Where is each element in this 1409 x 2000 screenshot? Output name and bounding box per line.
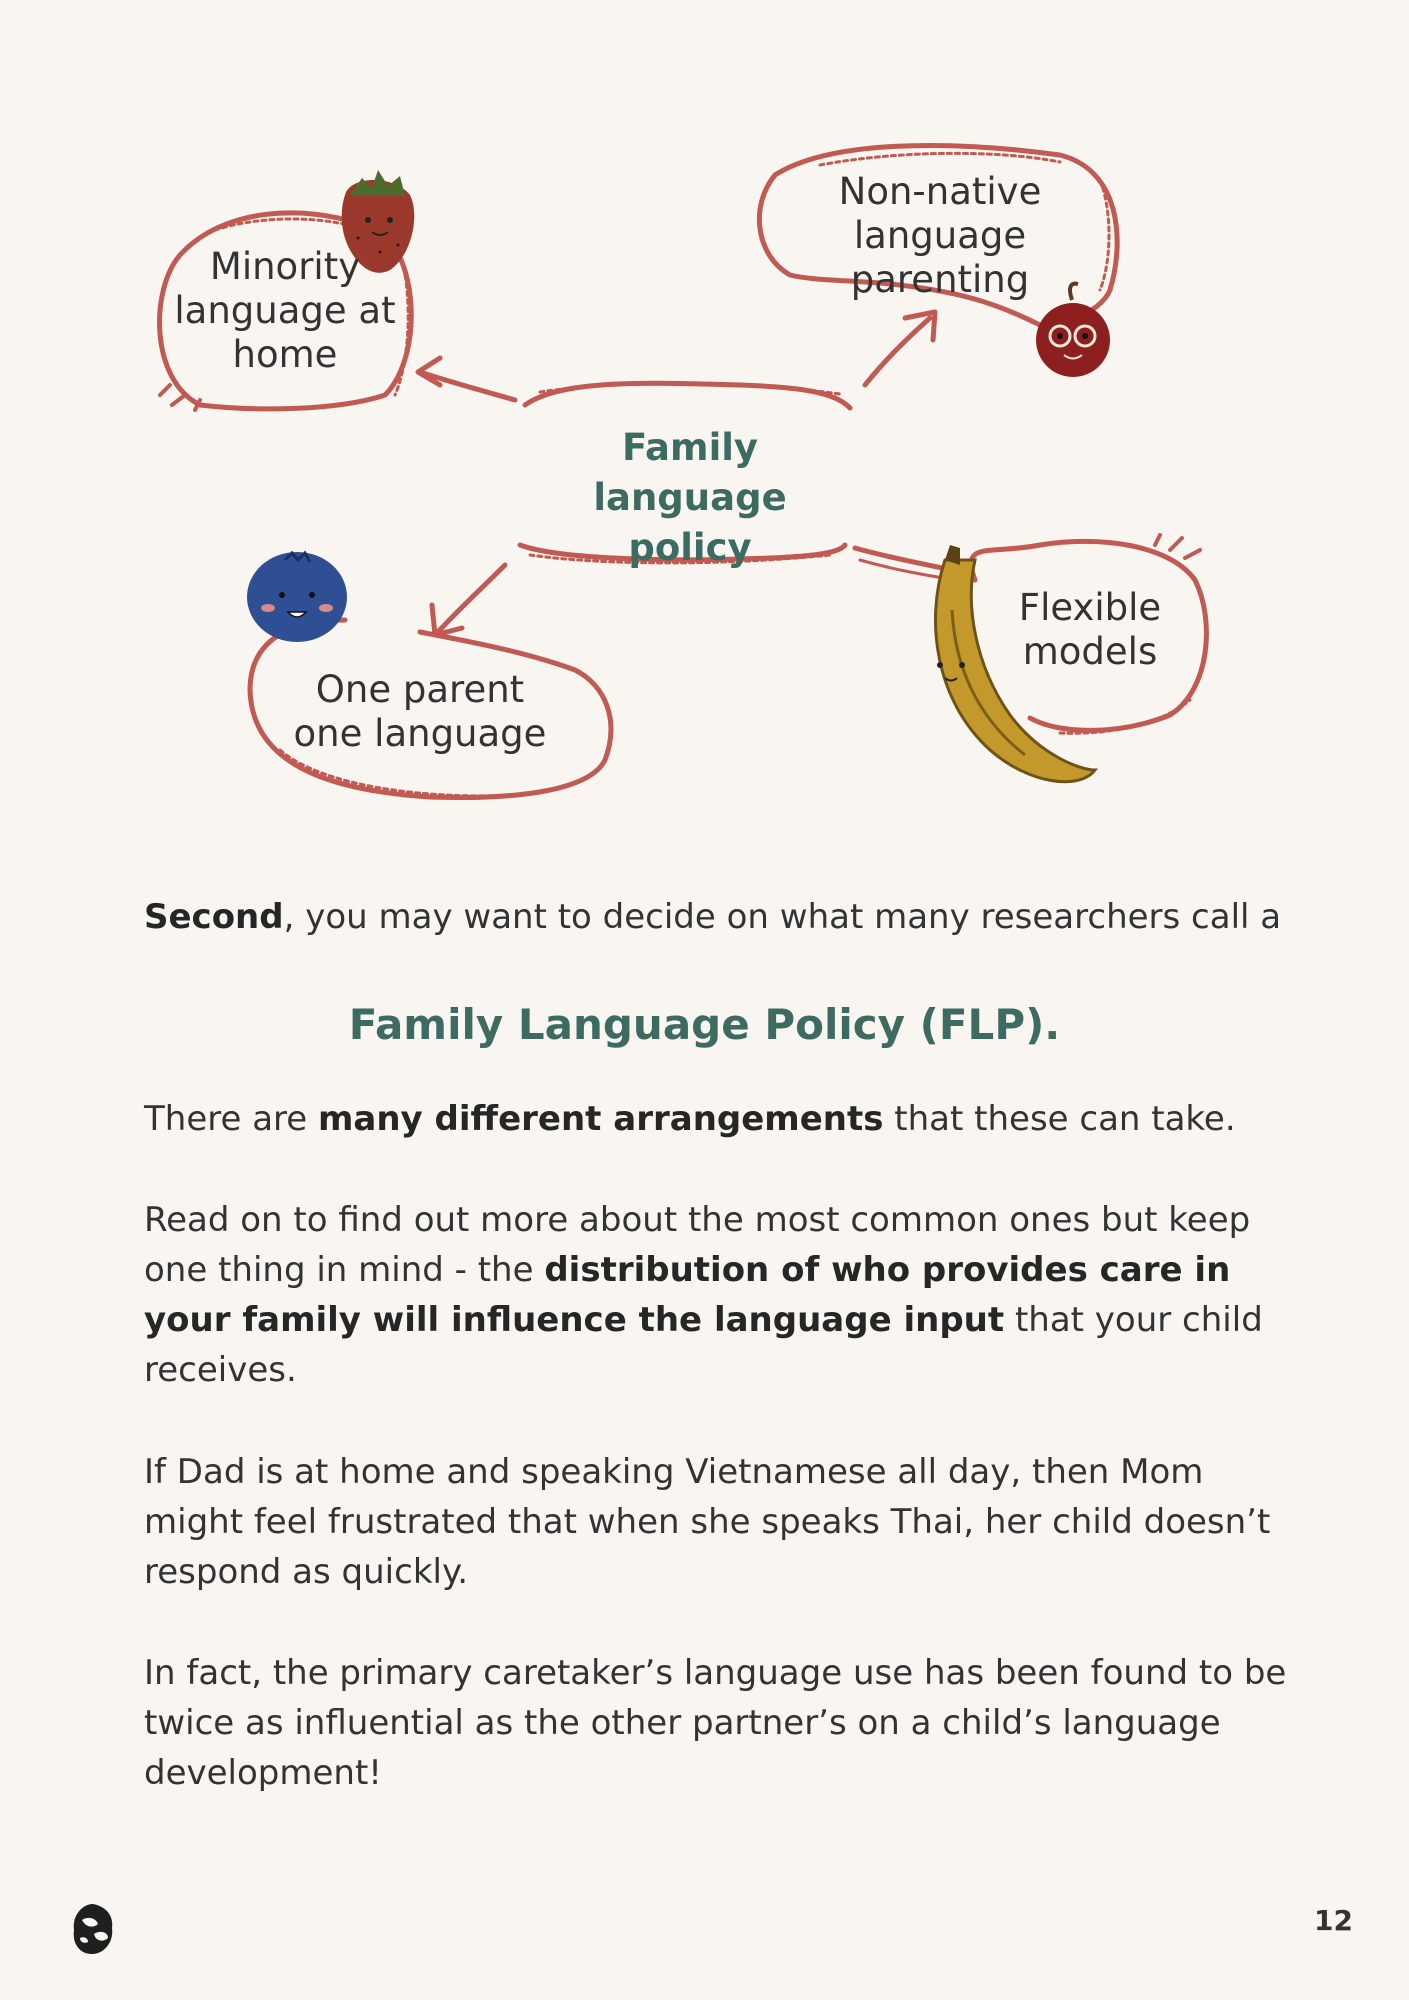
paragraph-example: If Dad is at home and speaking Vietnamese all day, then Mom might feel frustrated that when she speaks Thai, her child doesn’t respond as quickly. bbox=[144, 1452, 1271, 1592]
paragraph-intro: Second, you may want to decide on what many researchers call a bbox=[144, 897, 1282, 937]
bubble-non-native-label: Non-native language parenting bbox=[838, 170, 1042, 301]
page-number: 12 bbox=[1314, 1904, 1353, 1937]
blueberry-icon bbox=[247, 552, 347, 642]
arrow-to-minority bbox=[420, 372, 515, 400]
bubble-minority-label: Minority language at home bbox=[174, 245, 396, 376]
flp-heading: Family Language Policy (FLP). bbox=[348, 1000, 1061, 1049]
bubble-opol-label: One parent one language bbox=[293, 668, 547, 755]
arrow-to-non-native bbox=[865, 318, 930, 385]
paragraph-primary-caretaker: In fact, the primary caretaker’s language use has been found to be twice as influential as the other partner’s on a child’s language development! bbox=[144, 1653, 1287, 1793]
bubble-flexible-label: Flexible models bbox=[1018, 586, 1162, 673]
center-label: Family language policy bbox=[593, 426, 787, 569]
paragraph-distribution: Read on to find out more about the most common ones but keep one thing in mind - the distribution of who provides care in your family will influence the language input that your child receives. bbox=[144, 1200, 1263, 1390]
publisher-logo-icon bbox=[70, 1902, 116, 1956]
language-policy-diagram bbox=[0, 0, 1409, 830]
arrow-to-opol bbox=[438, 565, 505, 632]
paragraph-arrangements: There are many different arrangements that these can take. bbox=[144, 1099, 1236, 1139]
